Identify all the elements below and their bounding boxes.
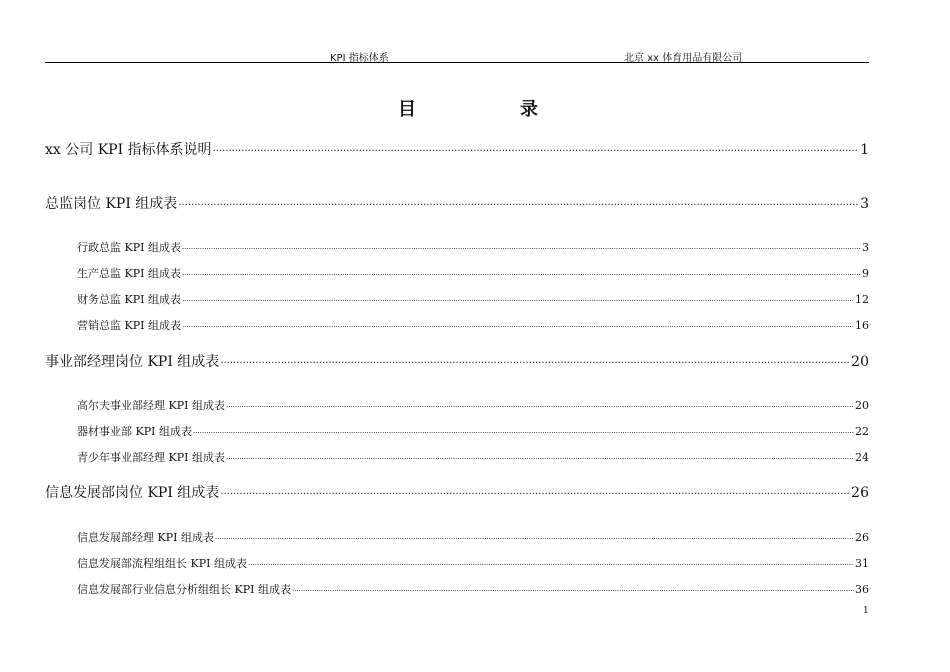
- toc-leader-dots: [220, 356, 850, 366]
- toc-leader-dots: [178, 198, 859, 208]
- toc-leader-dots: [193, 428, 854, 435]
- toc-leader-dots: [292, 586, 854, 593]
- toc-entry-page: 3: [860, 196, 869, 212]
- toc-entry-page: 22: [855, 425, 869, 438]
- toc-entry-label: xx 公司 KPI 指标体系说明: [45, 142, 212, 158]
- toc-title-char-1: 目: [398, 99, 416, 120]
- toc-title-char-2: 录: [520, 99, 538, 120]
- toc-entry[interactable]: [45, 139, 869, 159]
- toc-entry[interactable]: [77, 423, 869, 439]
- toc-leader-dots: [213, 144, 860, 154]
- toc-leader-dots: [220, 487, 850, 497]
- toc-entry-label: 信息发展部经理 KPI 组成表: [77, 531, 214, 544]
- toc-entry-label: 行政总监 KPI 组成表: [77, 241, 181, 254]
- toc-entry-page: 1: [860, 142, 869, 158]
- toc-entry[interactable]: [45, 193, 869, 213]
- toc-entry-page: 36: [855, 583, 869, 596]
- toc-entry-page: 26: [851, 485, 869, 501]
- toc-entry[interactable]: [77, 317, 869, 333]
- toc-entry-label: 青少年事业部经理 KPI 组成表: [77, 451, 225, 464]
- toc-leader-dots: [182, 296, 854, 303]
- page-header: [0, 49, 950, 63]
- header-doc-title: KPI 指标体系: [330, 53, 389, 64]
- page-number: 1: [863, 606, 869, 616]
- toc-entry-page: 20: [851, 354, 869, 370]
- toc-entry-label: 财务总监 KPI 组成表: [77, 293, 181, 306]
- toc-entry[interactable]: [77, 265, 869, 281]
- toc-leader-dots: [182, 244, 861, 251]
- toc-entry-page: 12: [855, 293, 869, 306]
- toc-entry[interactable]: [77, 529, 869, 545]
- toc-entry-page: 26: [855, 531, 869, 544]
- toc-title: [0, 95, 950, 119]
- toc-entry-page: 20: [855, 399, 869, 412]
- toc-entry-label: 高尔夫事业部经理 KPI 组成表: [77, 399, 225, 412]
- toc-entry[interactable]: [77, 449, 869, 465]
- toc-entry-page: 16: [855, 319, 869, 332]
- toc-entry-page: 9: [862, 267, 869, 280]
- toc-entry[interactable]: [77, 239, 869, 255]
- toc-entry-label: 总监岗位 KPI 组成表: [45, 196, 178, 212]
- toc-entry-page: 31: [855, 557, 869, 570]
- toc-entry[interactable]: [77, 291, 869, 307]
- toc-entry[interactable]: [45, 351, 869, 371]
- toc-entry-label: 事业部经理岗位 KPI 组成表: [45, 354, 220, 370]
- toc-entry[interactable]: [77, 581, 869, 597]
- toc-leader-dots: [226, 402, 854, 409]
- toc-entry-label: 信息发展部岗位 KPI 组成表: [45, 485, 220, 501]
- toc-leader-dots: [215, 534, 854, 541]
- toc-leader-dots: [248, 560, 854, 567]
- header-company-name: 北京 xx 体育用品有限公司: [624, 53, 743, 64]
- toc-leader-dots: [226, 454, 854, 461]
- toc-entry-label: 信息发展部流程组组长 KPI 组成表: [77, 557, 247, 570]
- toc-entry-label: 营销总监 KPI 组成表: [77, 319, 181, 332]
- toc-entry[interactable]: [77, 397, 869, 413]
- toc-entry-page: 24: [855, 451, 869, 464]
- toc-entry[interactable]: [45, 482, 869, 502]
- toc-entry-page: 3: [862, 241, 869, 254]
- toc-entry-label: 信息发展部行业信息分析组组长 KPI 组成表: [77, 583, 291, 596]
- toc-entry-label: 器材事业部 KPI 组成表: [77, 425, 192, 438]
- toc-leader-dots: [182, 270, 861, 277]
- toc-entry-label: 生产总监 KPI 组成表: [77, 267, 181, 280]
- toc-leader-dots: [182, 322, 854, 329]
- header-rule: [45, 62, 869, 63]
- toc-entry[interactable]: [77, 555, 869, 571]
